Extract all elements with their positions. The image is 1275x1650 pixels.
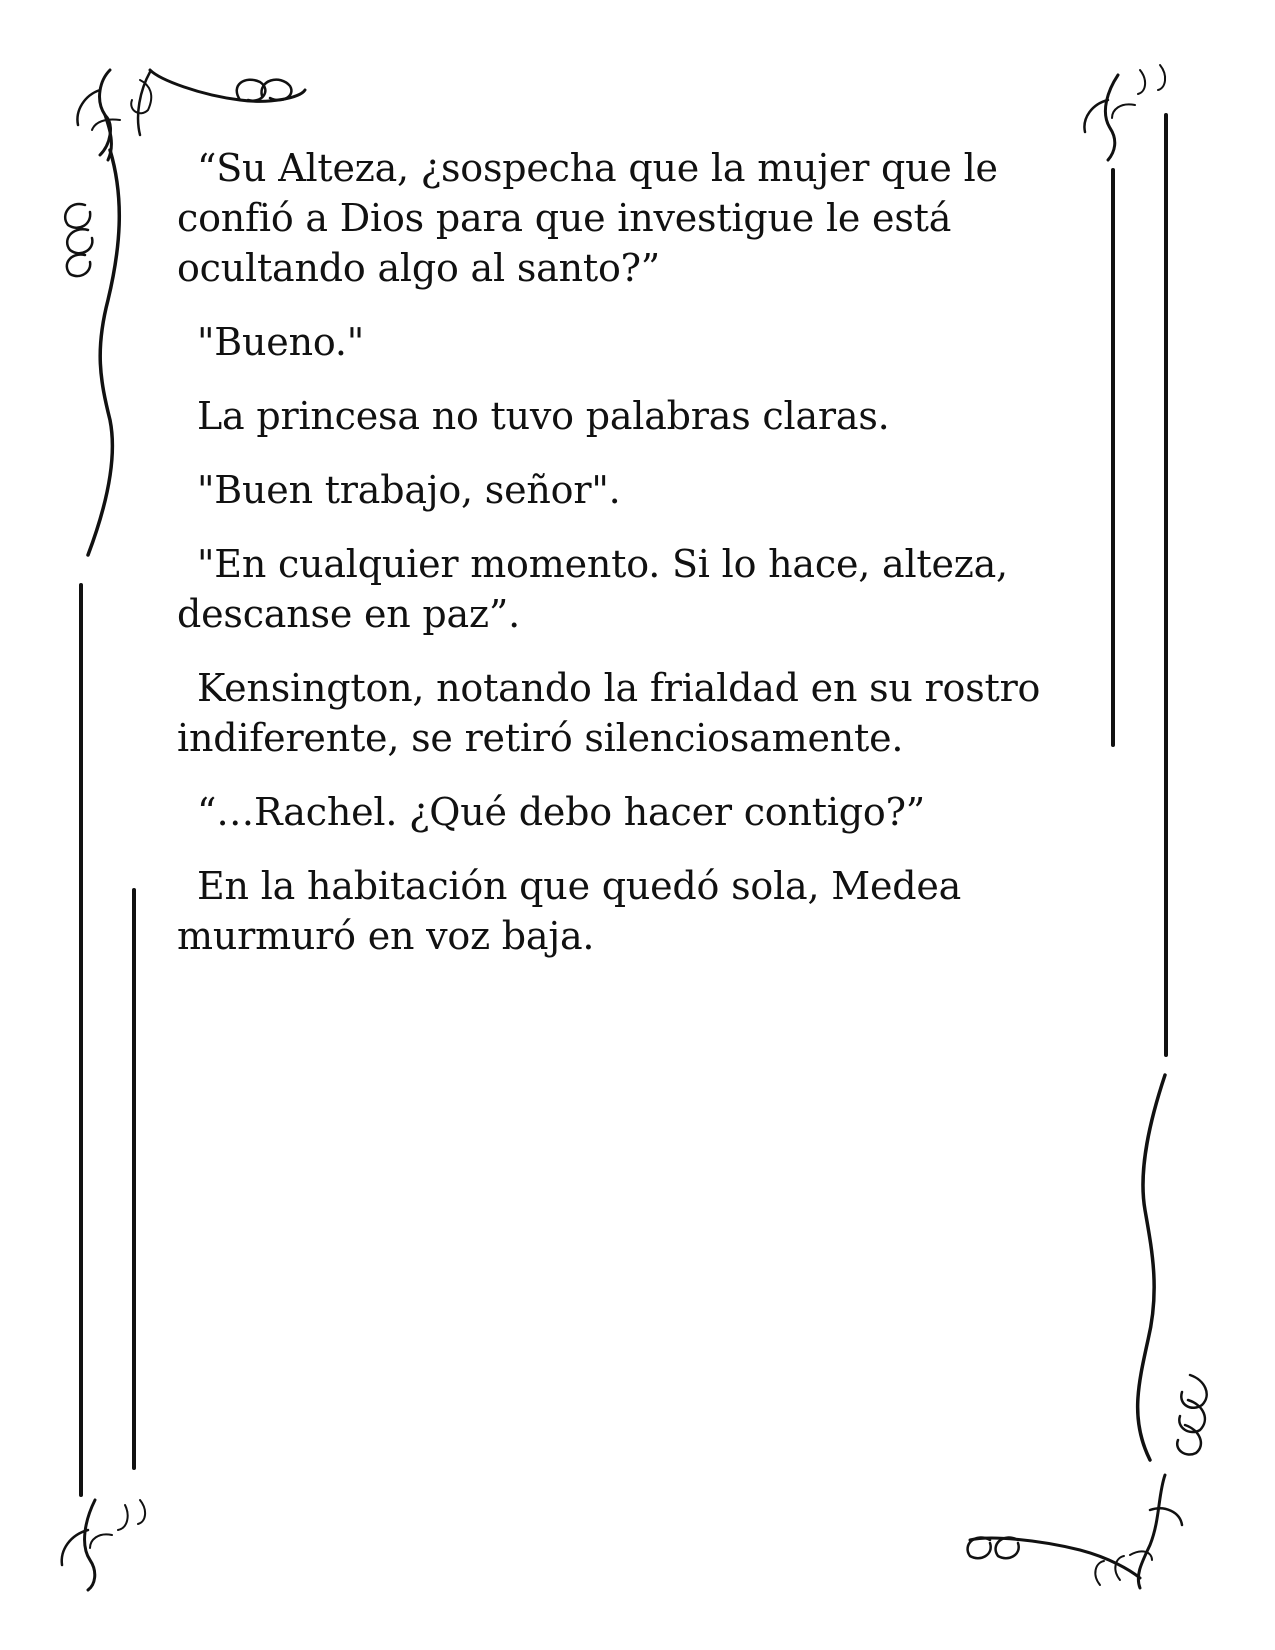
flourish-bottom-right-icon — [968, 1475, 1182, 1588]
paragraph-4: "Buen trabajo, señor". — [197, 468, 621, 512]
paragraph-5: "En cualquier momento. Si lo hace, alteza, descanse en paz”. — [177, 542, 1008, 636]
paragraph-6: Kensington, notando la frialdad en su rostro indiferente, se retiró silenciosamente. — [177, 666, 1041, 760]
paragraph-7: “…Rachel. ¿Qué debo hacer contigo?” — [197, 790, 925, 834]
story-text — [177, 143, 1077, 985]
flourish-top-right-icon — [1084, 65, 1165, 160]
paragraph-2: "Bueno." — [197, 320, 365, 364]
vine-right-icon — [1138, 1075, 1165, 1460]
vine-left-icon — [88, 150, 119, 555]
flourish-bottom-left-icon — [62, 1500, 145, 1590]
swirl-right-icon — [1177, 1375, 1206, 1455]
paragraph-1: “Su Alteza, ¿sospecha que la mujer que le confió a Dios para que investigue le está ocultando algo al santo?” — [177, 146, 998, 290]
swirl-left-icon — [65, 204, 92, 276]
paragraph-3: La princesa no tuvo palabras claras. — [197, 394, 890, 438]
paragraph-8: En la habitación que quedó sola, Medea murmuró en voz baja. — [177, 864, 962, 958]
